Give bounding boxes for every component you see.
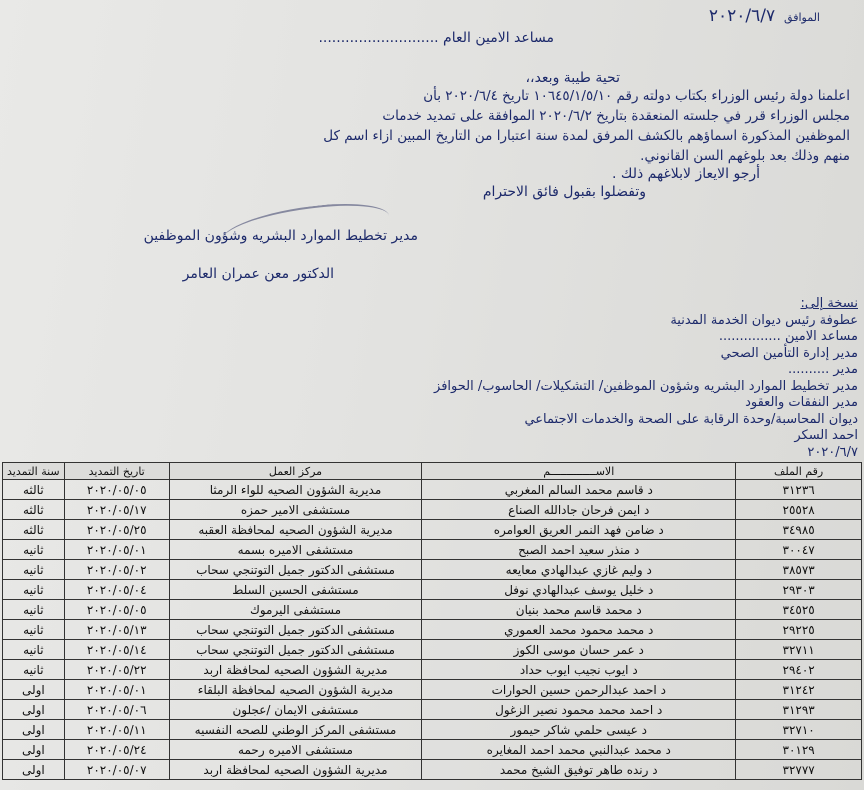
- table-row: [3, 600, 862, 620]
- cell-year: ثالثه: [3, 480, 65, 500]
- cell-year: اولى: [3, 700, 65, 720]
- cell-name: د احمد عبدالرحمن حسين الحوارات: [422, 680, 736, 700]
- cell-center: مديرية الشؤون الصحيه للواء الرمثا: [169, 480, 422, 500]
- date-label: الموافق: [784, 11, 820, 24]
- signatory-name: الدكتور معن عمران العامر: [182, 266, 334, 282]
- cell-file-no: ٣٠٠٤٧: [736, 540, 862, 560]
- cell-center: مستشفى الدكتور جميل التوتنجي سحاب: [169, 620, 422, 640]
- cell-center: مستشفى الدكتور جميل التوتنجي سحاب: [169, 560, 422, 580]
- date-value: ٢٠٢٠/٦/٧: [708, 6, 776, 26]
- cell-center: مستشفى الاميره رحمه: [169, 740, 422, 760]
- cell-year: ثانيه: [3, 620, 65, 640]
- cc-item: مدير إدارة التأمين الصحي: [720, 345, 858, 361]
- table-row: [3, 520, 862, 540]
- table-row: [3, 500, 862, 520]
- cc-item: عطوفة رئيس ديوان الخدمة المدنية: [670, 312, 858, 328]
- table-row: [3, 580, 862, 600]
- cell-date: ٢٠٢٠/٠٥/٢٢: [64, 660, 169, 680]
- cell-file-no: ٣٤٥٢٥: [736, 600, 862, 620]
- table-row: [3, 640, 862, 660]
- cell-date: ٢٠٢٠/٠٥/٢٥: [64, 520, 169, 540]
- table-header-row: [3, 463, 862, 480]
- cell-year: اولى: [3, 760, 65, 780]
- cell-center: مديرية الشؤون الصحيه لمحافظة اربد: [169, 660, 422, 680]
- col-extension-year: سنة التمديد: [3, 463, 65, 480]
- table-row: [3, 620, 862, 640]
- cell-file-no: ٣١٢٩٣: [736, 700, 862, 720]
- cell-date: ٢٠٢٠/٠٥/٠٧: [64, 760, 169, 780]
- cc-item: مدير تخطيط الموارد البشريه وشؤون الموظفين/ التشكيلات/ الحاسوب/ الحوافز: [434, 378, 858, 394]
- employees-table: [2, 462, 862, 780]
- cell-center: مستشفى الدكتور جميل التوتنجي سحاب: [169, 640, 422, 660]
- cell-center: مديرية الشؤون الصحيه لمحافظة اربد: [169, 760, 422, 780]
- cell-year: اولى: [3, 720, 65, 740]
- recipient: مساعد الامين العام ...........................: [318, 30, 554, 46]
- body-line-3: الموظفين المذكورة اسماؤهم بالكشف المرفق لمدة سنة اعتبارا من التاريخ المبين ازاء اسم كل: [323, 128, 850, 144]
- cell-year: ثانيه: [3, 600, 65, 620]
- cell-file-no: ٣١٢٤٢: [736, 680, 862, 700]
- cell-file-no: ٢٩٣٠٣: [736, 580, 862, 600]
- table-row: [3, 740, 862, 760]
- cell-date: ٢٠٢٠/٠٥/١١: [64, 720, 169, 740]
- cell-file-no: ٣١٢٣٦: [736, 480, 862, 500]
- cell-name: د منذر سعيد احمد الصبح: [422, 540, 736, 560]
- cell-file-no: ٣٢٧١١: [736, 640, 862, 660]
- table-row: [3, 700, 862, 720]
- cc-list: [326, 296, 858, 461]
- cell-year: ثانيه: [3, 640, 65, 660]
- cell-date: ٢٠٢٠/٠٥/٠٤: [64, 580, 169, 600]
- cell-center: مستشفى اليرموك: [169, 600, 422, 620]
- cell-file-no: ٢٩٤٠٢: [736, 660, 862, 680]
- table-row: [3, 760, 862, 780]
- cell-center: مستشفى الاميره بسمه: [169, 540, 422, 560]
- cell-name: د عمر حسان موسى الكوز: [422, 640, 736, 660]
- date-line: [709, 6, 820, 26]
- cc-item: ديوان المحاسبة/وحدة الرقابة على الصحة والخدمات الاجتماعي: [524, 411, 858, 427]
- signatory-title: مدير تخطيط الموارد البشريه وشؤون الموظفين: [143, 228, 418, 244]
- cell-name: د خليل يوسف عبدالهادي نوفل: [422, 580, 736, 600]
- cell-name: د رنده طاهر توفيق الشيخ محمد: [422, 760, 736, 780]
- cell-date: ٢٠٢٠/٠٥/٢٤: [64, 740, 169, 760]
- cell-file-no: ٣٨٥٧٣: [736, 560, 862, 580]
- cell-year: اولى: [3, 740, 65, 760]
- cell-date: ٢٠٢٠/٠٥/٠١: [64, 680, 169, 700]
- cell-file-no: ٣٢٧١٠: [736, 720, 862, 740]
- cell-date: ٢٠٢٠/٠٥/٠٥: [64, 600, 169, 620]
- cell-name: د ايمن فرحان جادالله الصناع: [422, 500, 736, 520]
- cell-name: د قاسم محمد السالم المغربي: [422, 480, 736, 500]
- table-row: [3, 480, 862, 500]
- table-row: [3, 680, 862, 700]
- cell-name: د عيسى حلمي شاكر حيمور: [422, 720, 736, 740]
- cell-date: ٢٠٢٠/٠٥/١٤: [64, 640, 169, 660]
- body-line-2: مجلس الوزراء قرر في جلسته المنعقدة بتاريخ ٢٠٢٠/٦/٢ الموافقة على تمديد خدمات: [382, 108, 850, 124]
- cell-center: مستشفى الامير حمزه: [169, 500, 422, 520]
- col-work-center: مركز العمل: [169, 463, 422, 480]
- cell-date: ٢٠٢٠/٠٥/٠٦: [64, 700, 169, 720]
- cell-date: ٢٠٢٠/٠٥/١٧: [64, 500, 169, 520]
- cc-item: ٢٠٢٠/٦/٧: [807, 444, 858, 460]
- cell-year: ثالثه: [3, 500, 65, 520]
- cell-name: د ايوب نجيب ايوب حداد: [422, 660, 736, 680]
- cell-date: ٢٠٢٠/٠٥/٠١: [64, 540, 169, 560]
- col-name: الاســــــــــــــم: [422, 463, 736, 480]
- col-file-no: رقم الملف: [736, 463, 862, 480]
- cell-year: ثانيه: [3, 580, 65, 600]
- closing-line: وتفضلوا بقبول فائق الاحترام: [482, 184, 646, 200]
- cell-center: مديرية الشؤون الصحيه لمحافظة العقبه: [169, 520, 422, 540]
- cell-name: د احمد محمد محمود نصير الزغول: [422, 700, 736, 720]
- table-row: [3, 720, 862, 740]
- cell-date: ٢٠٢٠/٠٥/١٣: [64, 620, 169, 640]
- cell-date: ٢٠٢٠/٠٥/٠٢: [64, 560, 169, 580]
- body-line-1: اعلمنا دولة رئيس الوزراء بكتاب دولته رقم ١٠٦٤٥/١/٥/١٠ تاريخ ٢٠٢٠/٦/٤ بأن: [423, 88, 850, 104]
- cell-date: ٢٠٢٠/٠٥/٠٥: [64, 480, 169, 500]
- cell-file-no: ٣٤٩٨٥: [736, 520, 862, 540]
- cell-name: د محمد محمود محمد العموري: [422, 620, 736, 640]
- cell-center: مستشفى المركز الوطني للصحه النفسيه: [169, 720, 422, 740]
- greeting: تحية طيبة وبعد،،: [525, 70, 620, 86]
- cell-year: ثانيه: [3, 560, 65, 580]
- cell-file-no: ٢٥٥٢٨: [736, 500, 862, 520]
- cell-year: ثانيه: [3, 660, 65, 680]
- table-row: [3, 660, 862, 680]
- cell-center: مديرية الشؤون الصحيه لمحافظة البلقاء: [169, 680, 422, 700]
- cc-item: مدير ..........: [787, 362, 858, 377]
- cell-center: مستشفى الايمان /عجلون: [169, 700, 422, 720]
- table-row: [3, 560, 862, 580]
- col-extension-date: تاريخ التمديد: [64, 463, 169, 480]
- cell-center: مستشفى الحسين السلط: [169, 580, 422, 600]
- cell-year: ثانيه: [3, 540, 65, 560]
- cell-file-no: ٢٩٢٢٥: [736, 620, 862, 640]
- cell-name: د وليم غازي عبدالهادي معايعه: [422, 560, 736, 580]
- cell-file-no: ٣٢٧٧٧: [736, 760, 862, 780]
- cell-year: ثالثه: [3, 520, 65, 540]
- cell-year: اولى: [3, 680, 65, 700]
- cell-name: د ضامن فهد النمر العريق العوامره: [422, 520, 736, 540]
- request-line: أرجو الايعاز لابلاغهم ذلك .: [612, 166, 760, 182]
- cell-name: د محمد قاسم محمد بنيان: [422, 600, 736, 620]
- cc-item: مساعد الامين ...............: [718, 329, 858, 344]
- cc-item: مدير النفقات والعقود: [745, 395, 858, 410]
- cell-file-no: ٣٠١٢٩: [736, 740, 862, 760]
- cell-name: د محمد عبدالنبي محمد احمد المغايره: [422, 740, 736, 760]
- body-line-4: منهم وذلك بعد بلوغهم السن القانوني.: [640, 148, 850, 164]
- cc-title: نسخة إلى:: [800, 296, 858, 311]
- cc-item: احمد السكر: [794, 428, 858, 443]
- table-row: [3, 540, 862, 560]
